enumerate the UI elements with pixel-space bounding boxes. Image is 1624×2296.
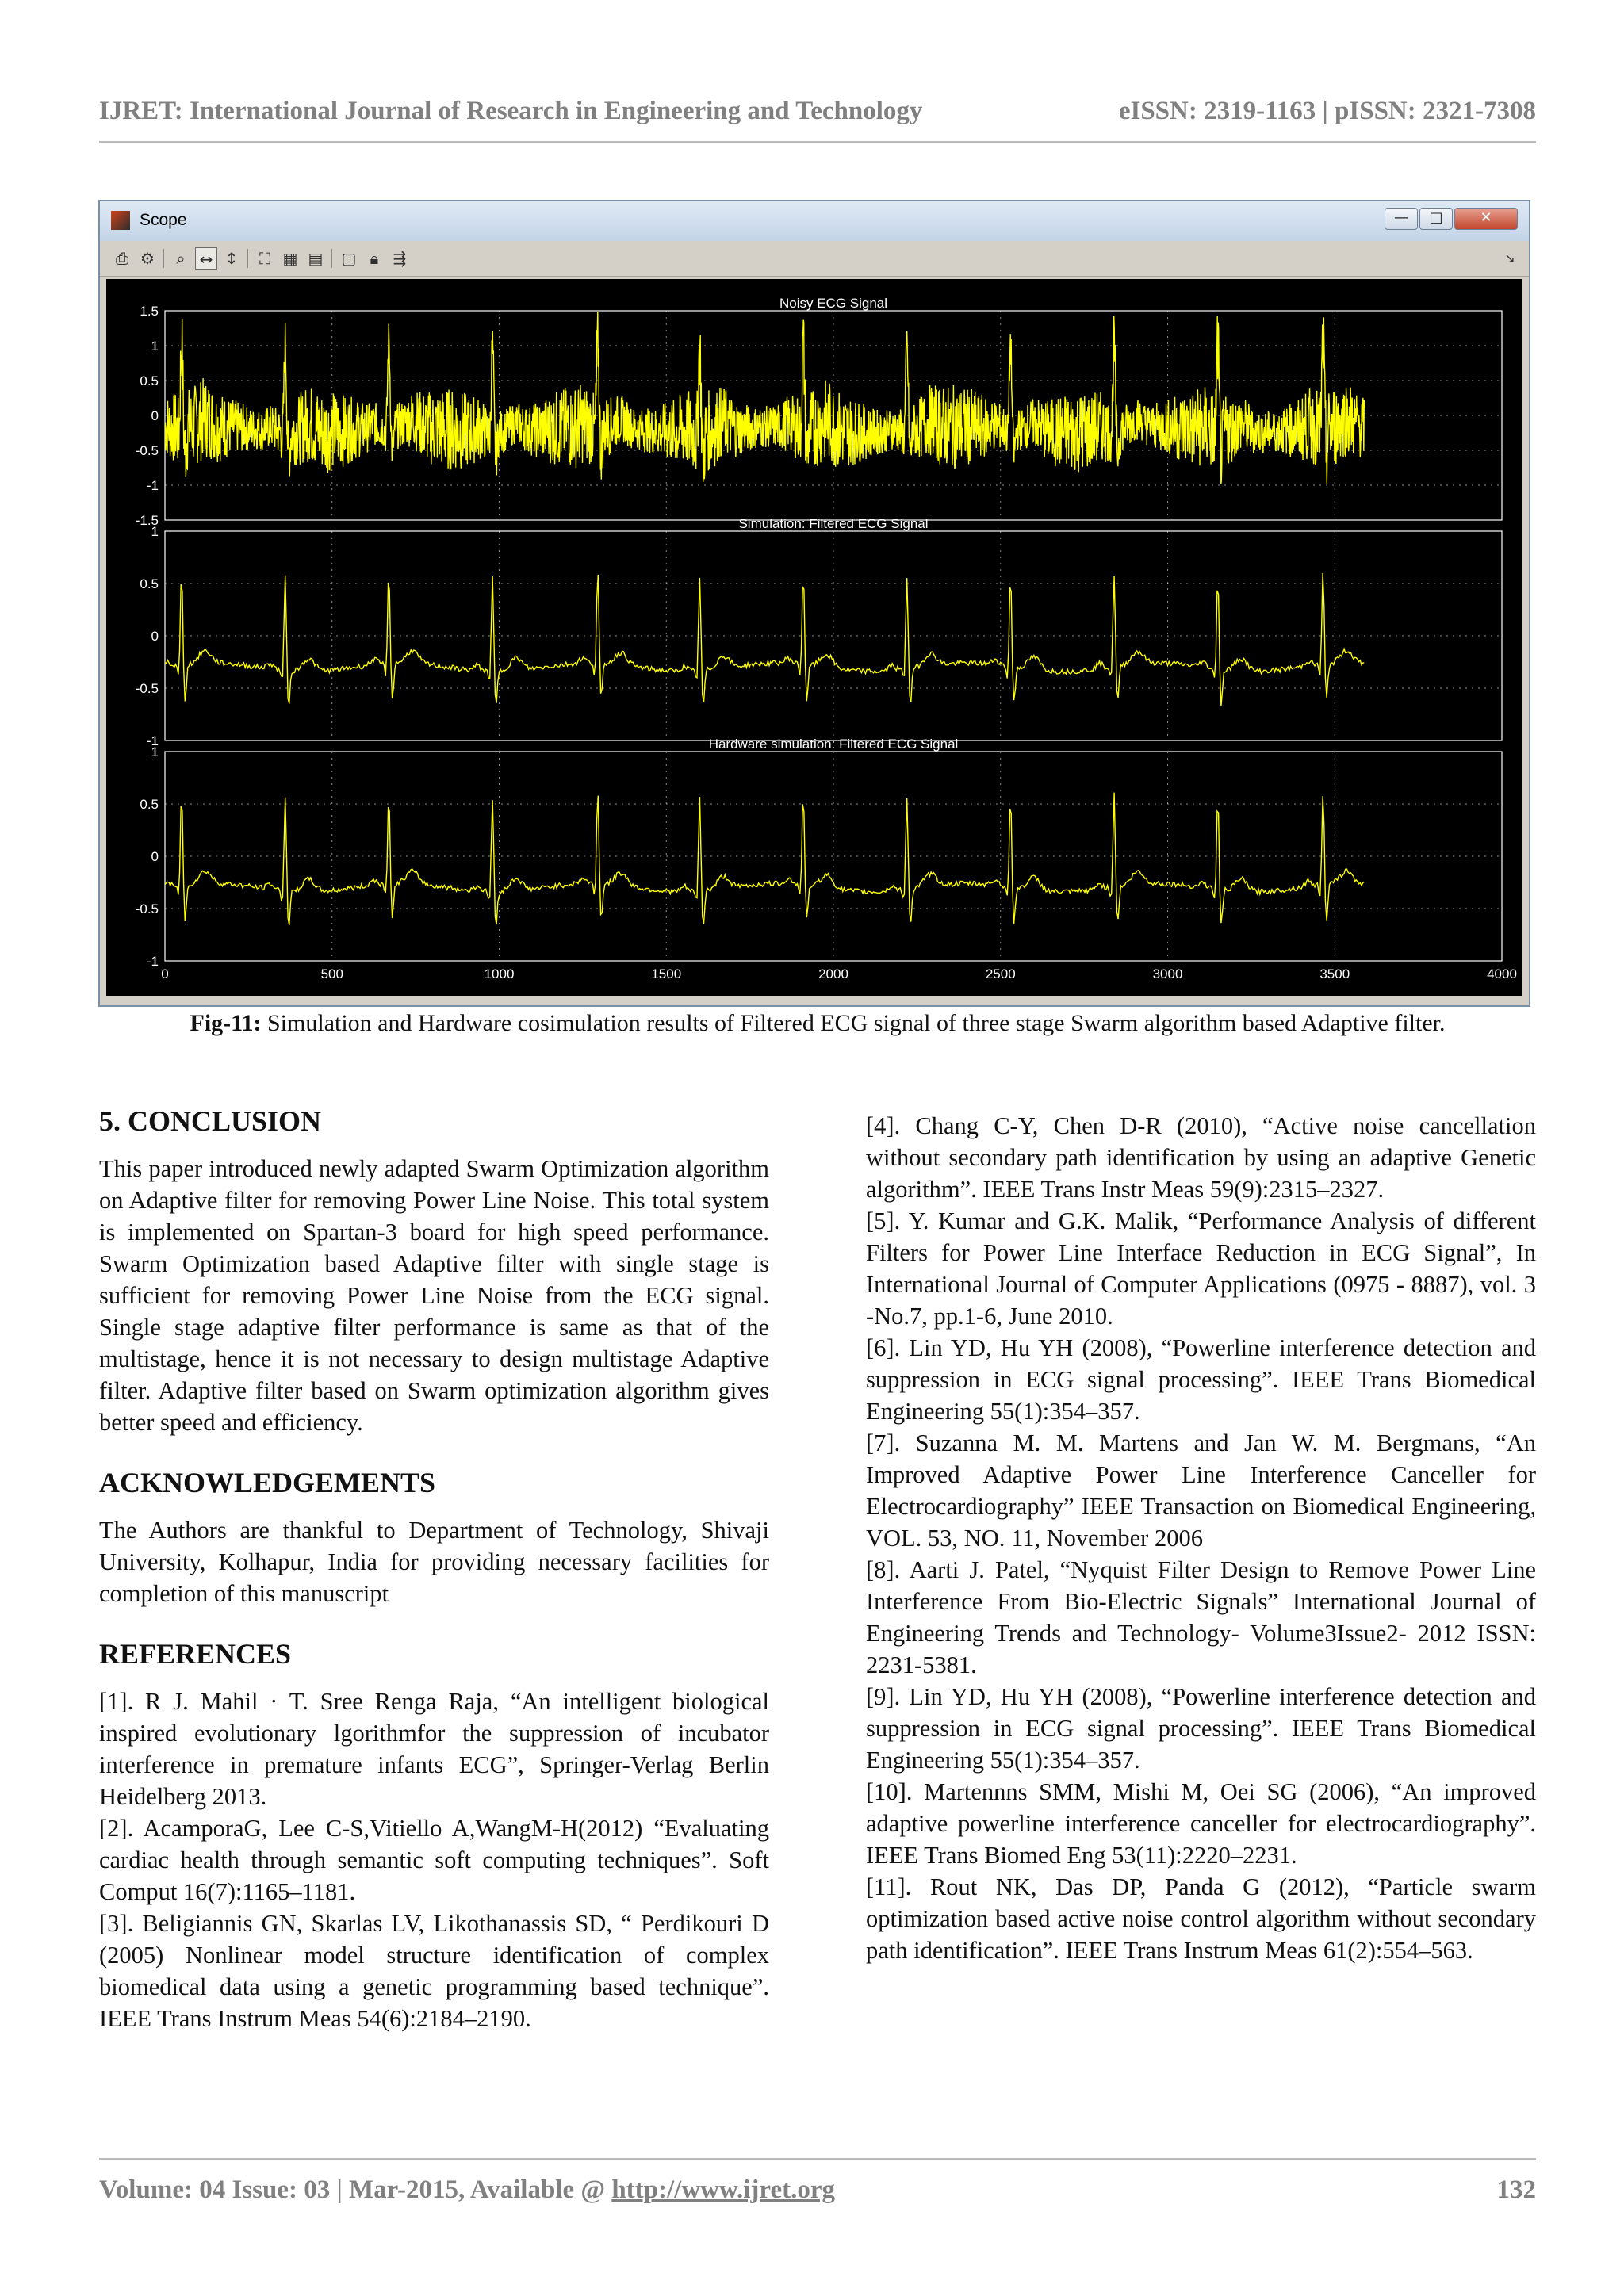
reference-item: [4]. Chang C-Y, Chen D-R (2010), “Active noise cancellation without secondary path identification by using an adaptive Genetic algorithm”. IEEE Trans Instr Meas 59(9):2315–2327. (866, 1112, 1536, 1203)
references-heading: REFERENCES (99, 1638, 292, 1670)
print-icon[interactable]: ⎙ (116, 249, 128, 268)
y-tick-label: -0.5 (135, 443, 159, 458)
y-tick-label: -1 (146, 733, 159, 748)
window-title: Scope (140, 211, 187, 229)
time-offset-label: Time offset: (116, 1054, 186, 1070)
y-tick-label: 1.5 (140, 304, 159, 319)
plot-title: Simulation: Filtered ECG Signal (738, 516, 929, 531)
y-tick-label: -1 (146, 954, 159, 969)
page-footer (99, 2158, 1536, 2210)
y-tick-label: -1 (146, 478, 159, 493)
scope-plots (106, 279, 1522, 996)
x-tick-label: 500 (320, 966, 343, 982)
time-offset (116, 1054, 197, 1070)
y-tick-label: -0.5 (135, 901, 159, 916)
matlab-icon (111, 211, 130, 230)
plot-title: Hardware simulation: Filtered ECG Signal (708, 737, 959, 752)
figure-caption (99, 1008, 1536, 1039)
x-tick-label: 2500 (985, 966, 1016, 982)
y-tick-label: 0 (151, 629, 159, 644)
zoom-x-icon[interactable]: ↔ (195, 247, 217, 270)
scope-toolbar (100, 241, 1529, 277)
y-tick-label: -1.5 (135, 513, 159, 528)
x-tick-label: 4000 (1487, 966, 1517, 982)
reference-item: [11]. Rout NK, Das DP, Panda G (2012), “Particle swarm optimization based active noise control algorithm without secondary path identification”. IEEE Trans Instrum Meas 61(2):554–563. (866, 1873, 1536, 1964)
signal-selection-icon[interactable]: ⇶ (393, 249, 407, 268)
lock-icon[interactable]: 🔒︎ (370, 249, 379, 268)
footer-volume-text: Volume: 04 Issue: 03 | Mar-2015, Available @ (99, 2175, 612, 2204)
minimize-button[interactable]: — (1385, 208, 1418, 230)
journal-title: IJRET: International Journal of Research in Engineering and Technology (99, 97, 923, 125)
caption-text: Simulation and Hardware cosimulation results of Filtered ECG signal of three stage Swarm algorithm based Adaptive filter. (261, 1010, 1446, 1036)
x-tick-label: 3500 (1320, 966, 1350, 982)
reference-item: [5]. Y. Kumar and G.K. Malik, “Performance Analysis of different Filters for Power Line Interface Reduction in ECG Signal”, In International Journal of Computer Applications (0975 - 8887), vol. 3 -No.7, pp.1-6, June 2010. (866, 1207, 1536, 1330)
restore-axes-icon[interactable]: ▤ (308, 249, 324, 268)
journal-link[interactable]: http://www.ijret.org (611, 2175, 835, 2204)
y-tick-label: 1 (151, 524, 159, 539)
reference-item: [3]. Beligiannis GN, Skarlas LV, Likothanassis SD, “ Perdikouri D (2005) Nonlinear model structure identification of complex biomedical data using a genetic programming based technique”. IEEE Trans Instrum Meas 54(6):2184–2190. (99, 1910, 769, 2032)
caption-label: Fig-11: (190, 1010, 262, 1036)
y-tick-label: 0 (151, 849, 159, 864)
right-column (866, 1110, 1536, 1966)
y-tick-label: -0.5 (135, 681, 159, 696)
reference-item: [1]. R J. Mahil · T. Sree Renga Raja, “An intelligent biological inspired evolutionary lgorithmfor the suppression of incubator interference in premature infants ECG”, Springer-Verlag Berlin Heidelberg 2013. (99, 1688, 769, 1810)
save-axes-icon[interactable]: ▦ (282, 249, 298, 268)
x-tick-label: 2000 (818, 966, 848, 982)
x-tick-label: 1500 (651, 966, 682, 982)
page-header (99, 94, 1536, 143)
y-tick-label: 1 (151, 339, 159, 354)
params-icon[interactable]: ⚙ (140, 249, 155, 268)
page-number: 132 (1496, 2175, 1536, 2204)
floating-icon[interactable]: ▢ (341, 249, 357, 268)
conclusion-heading: 5. CONCLUSION (99, 1105, 322, 1137)
left-column (99, 1104, 769, 2034)
acknowledgements-heading: ACKNOWLEDGEMENTS (99, 1467, 436, 1498)
y-tick-label: 0.5 (140, 576, 159, 591)
y-tick-label: 0.5 (140, 373, 159, 388)
reference-item: [8]. Aarti J. Patel, “Nyquist Filter Design to Remove Power Line Interference From Bio-Electric Signals” International Journal of Engineering Trends and Technology- Volume3Issue2- 2012 ISSN: 2231-5381. (866, 1556, 1536, 1678)
zoom-y-icon[interactable]: ↕ (224, 249, 239, 268)
toolbar-overflow-icon[interactable]: ↘ (1504, 251, 1515, 266)
conclusion-body: This paper introduced newly adapted Swarm Optimization algorithm on Adaptive filter for removing Power Line Noise. This total system is implemented on Spartan-3 board for high speed performance. Swarm Optimization based Adaptive filter with single stage is sufficient for removing Power Line Noise from the ECG signal. Single stage adaptive filter performance is same as that of the multistage, hence it is not necessary to design multistage Adaptive filter. Adaptive filter based on Swarm optimization algorithm gives better speed and efficiency. (99, 1155, 769, 1436)
scope-titlebar[interactable] (100, 201, 1529, 242)
maximize-button[interactable]: □ (1419, 208, 1453, 230)
reference-item: [9]. Lin YD, Hu YH (2008), “Powerline interference detection and suppression in ECG signal processing”. IEEE Trans Biomedical Engineering 55(1):354–357. (866, 1683, 1536, 1774)
autoscale-icon[interactable]: ⛶ (259, 249, 270, 268)
x-tick-label: 3000 (1152, 966, 1183, 982)
acknowledgements-body: The Authors are thankful to Department of Technology, Shivaji University, Kolhapur, India for providing necessary facilities for completion of this manuscript (99, 1517, 769, 1607)
plot-title: Noisy ECG Signal (779, 296, 888, 311)
x-tick-label: 0 (161, 966, 169, 982)
footer-volume (99, 2175, 835, 2205)
close-button[interactable]: ✕ (1454, 208, 1518, 230)
y-tick-label: 1 (151, 744, 159, 760)
issn-info: eISSN: 2319-1163 | pISSN: 2321-7308 (1118, 97, 1536, 125)
time-offset-value: 0 (189, 1054, 197, 1070)
reference-item: [10]. Martennns SMM, Mishi M, Oei SG (2006), “An improved adaptive powerline interference canceller for electrocardiography”. IEEE Trans Biomed Eng 53(11):2220–2231. (866, 1778, 1536, 1869)
reference-item: [6]. Lin YD, Hu YH (2008), “Powerline interference detection and suppression in ECG signal processing”. IEEE Trans Biomedical Engineering 55(1):354–357. (866, 1334, 1536, 1425)
x-tick-label: 1000 (484, 966, 515, 982)
y-tick-label: 0 (151, 408, 159, 423)
zoom-icon[interactable]: ⌕ (176, 249, 186, 268)
reference-item: [7]. Suzanna M. M. Martens and Jan W. M. Bergmans, “An Improved Adaptive Power Line Interference Canceller for Electrocardiography” IEEE Transaction on Biomedical Engineering, VOL. 53, NO. 11, November 2006 (866, 1429, 1536, 1552)
y-tick-label: 0.5 (140, 797, 159, 812)
reference-item: [2]. AcamporaG, Lee C-S,Vitiello A,WangM-H(2012) “Evaluating cardiac health through semantic soft computing techniques”. Soft Comput 16(7):1165–1181. (99, 1815, 769, 1905)
